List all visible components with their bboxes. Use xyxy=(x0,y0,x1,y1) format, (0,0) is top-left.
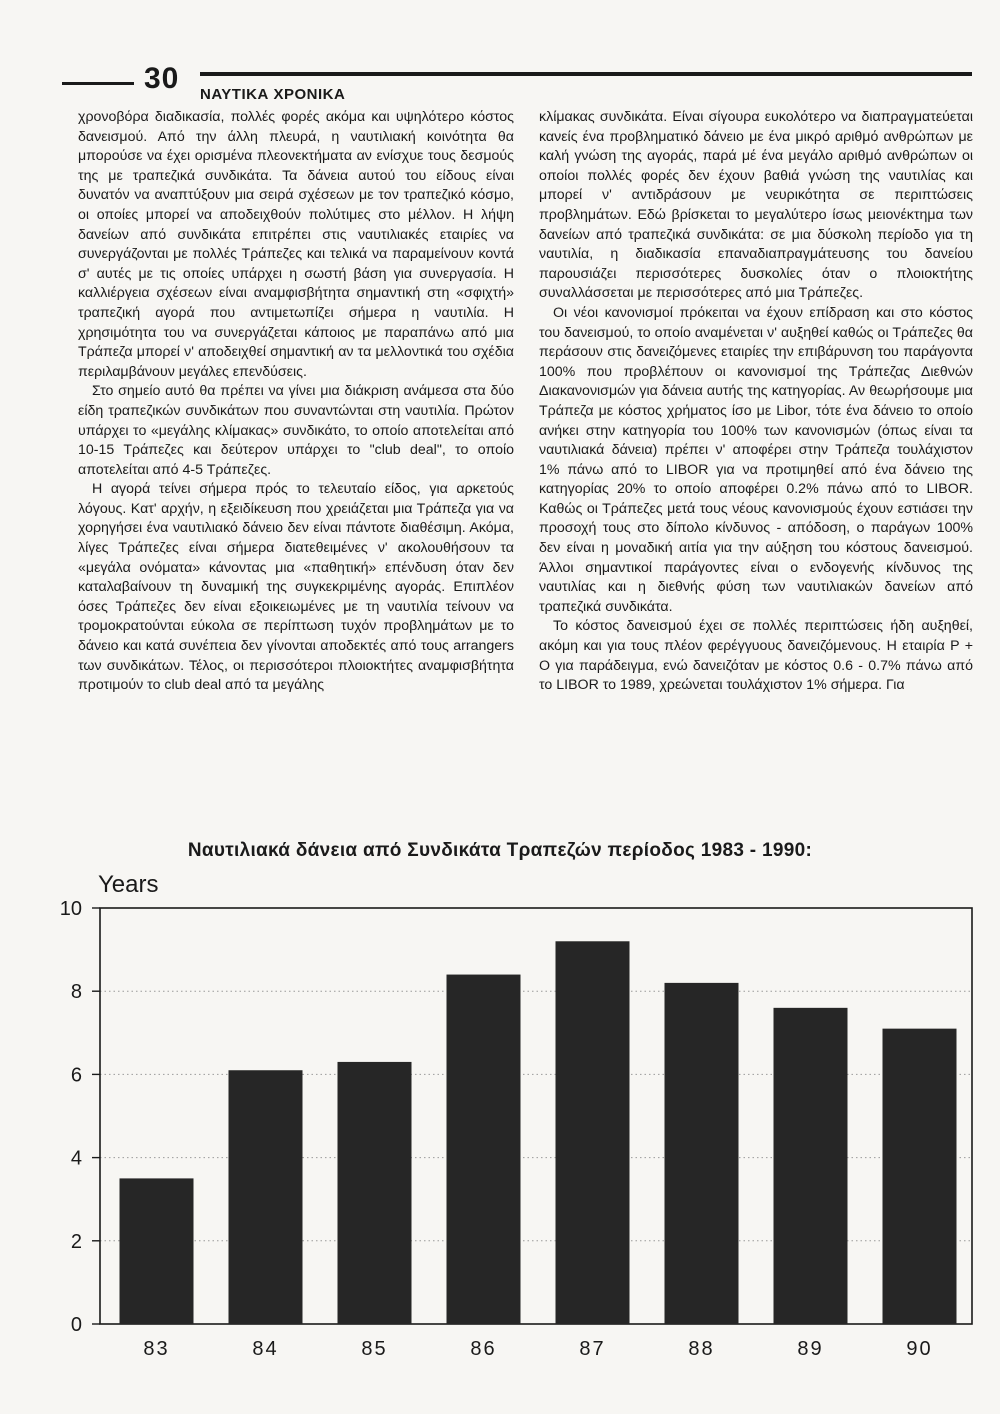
bar xyxy=(338,1062,412,1324)
x-tick-label: 83 xyxy=(143,1338,170,1360)
magazine-title: ΝΑΥΤΙΚΑ ΧΡΟΝΙΚΑ xyxy=(200,86,346,103)
chart-title: Ναυτιλιακά δάνεια από Συνδικάτα Τραπεζών περίοδος 1983 - 1990: xyxy=(187,840,813,861)
x-tick-label: 84 xyxy=(252,1338,279,1360)
bar-chart xyxy=(0,860,1000,1380)
y-tick-label: 10 xyxy=(59,898,82,920)
x-tick-label: 87 xyxy=(579,1338,606,1360)
y-axis-label: Years xyxy=(98,871,159,898)
y-tick-label: 8 xyxy=(70,981,82,1004)
paragraph: Η αγορά τείνει σήμερα πρός το τελευταίο είδος, για αρκετούς λόγους. Κατ' αρχήν, η εξειδίκευση που χρειάζεται μια Τράπεζα για να χορηγήσει ένα ναυτιλιακό δάνειο δεν είναι πάντοτε διαθέσιμη. Ακόμα, λίγες Τράπεζες είναι σήμερα διατεθειμένες ν' ακολουθήσουν τα «μεγάλα ονόματα» κάνοντας μια «παθητική» επένδυση όταν δεν καταλαβαίνουν τη δυναμική της συγκεκριμένης αγοράς. Επιπλέον όσες Τράπεζες δεν είναι εξοικειωμένες με τη ναυτιλία τείνουν να τρομοκρατούνται εύκολα σε περίπτωση τυχόν προβλημάτων με το δάνειο και κατά συνέπεια δεν γίνονται αποδεκτές από τους arrangers των συνδικάτων. Τέλος, οι περισσότεροι πλοιοκτήτες αναμφισβήτητα προτιμούν το club deal από τα μεγάλης xyxy=(78,481,514,694)
bar xyxy=(556,941,630,1324)
bar xyxy=(774,1008,848,1324)
y-tick-label: 4 xyxy=(70,1147,82,1170)
x-tick-label: 86 xyxy=(470,1338,497,1360)
header-rule-right xyxy=(200,72,972,76)
y-tick-label: 2 xyxy=(70,1230,82,1253)
paragraph: Στο σημείο αυτό θα πρέπει να γίνει μια διάκριση ανάμεσα στα δύο είδη τραπεζικών συνδικάτων που συναντώνται στη ναυτιλία. Πρώτον υπάρχει το «μεγάλης κλίμακας» συνδικάτο, το οποίο αποτελείται από 10-15 Τράπεζες και δεύτερον υπάρχει το "club deal", το οποίο αποτελείται από 4-5 Τράπεζες. xyxy=(78,383,514,478)
y-tick-label: 6 xyxy=(70,1064,82,1087)
page-number: 30 xyxy=(144,62,180,95)
y-tick-label: 0 xyxy=(70,1314,82,1336)
bar xyxy=(665,983,739,1324)
bar xyxy=(883,1029,957,1324)
x-tick-label: 90 xyxy=(906,1338,933,1360)
page-header xyxy=(62,62,972,106)
bar xyxy=(120,1178,194,1324)
bar xyxy=(229,1070,303,1324)
header-rule-left xyxy=(62,82,134,85)
paragraph: Το κόστος δανεισμού έχει σε πολλές περιπτώσεις ήδη αυξηθεί, ακόμη και για τους πλέον φερέγγυους δανειζόμενους. Η εταιρία P + O για παράδειγμα, ενώ δανειζόταν με κόστος 0.6 - 0.7% πάνω από το LIBOR το 1989, χρεώνεται τουλάχιστον 1% σήμερα. Για xyxy=(539,618,973,694)
x-tick-label: 88 xyxy=(688,1338,715,1360)
chart-svg xyxy=(0,860,1000,1380)
paragraph: χρονοβόρα διαδικασία, πολλές φορές ακόμα και υψηλότερο κόστος δανεισμού. Από την άλλη πλευρά, η ναυτιλιακή κοινότητα θα μπορούσε να έχει ορισμένα πλεονεκτήματα αν ενίσχυε τους δεσμούς της με τραπεζικά συνδικάτα. Τα δάνεια αυτού του είδους είναι δυνατόν να αναπτύξουν μια σειρά σχέσεων με τον τραπεζικό κόσμο, οι οποίες μπορεί να αποδειχθούν πολύτιμες στο μέλλον. Η λήψη δανείων από συνδικάτα επιτρέπει στις ναυτιλιακές εταιρίες να συνεργάζονται με πολλές Τράπεζες και τελικά να παραμείνουν κοντά σ' αυτές με τις οποίες υπάρχει η σωστή βάση για συνεργασία. Η καλλιέργεια σχέσεων είναι αναμφισβήτητα σημαντική στη «σφιχτή» τραπεζική αγορά που αντιμετωπίζει σήμερα η ναυτιλία. Η χρησιμότητα του να συνεργάζεται κάποιος με παραπάνω από μια Τράπεζα μπορεί ν' αποδειχθεί σημαντική αν τα μελλοντικά του σχέδια περιλαμβάνουν μεγάλες επενδύσεις. xyxy=(78,109,514,380)
x-tick-label: 89 xyxy=(797,1338,824,1360)
paragraph: κλίμακας συνδικάτα. Είναι σίγουρα ευκολότερο να διαπραγματεύεται κανείς ένα προβληματικό δάνειο με ένα μικρό αριθμό ανθρώπων με καλή γνώση της αγοράς, παρά μέ ένα μεγάλο αριθμό ανθρώπων οι οποίοι πολλές φορές δεν έχουν βαθιά γνώση της ναυτιλίας και μπορεί ν' αντιδράσουν με νευρικότητα σε περιπτώσεις προβλημάτων. Εδώ βρίσκεται το μεγαλύτερο ίσως μειονέκτημα των δανείων από τραπεζικά συνδικάτα: σε μια δύσκολη περίοδο για τη ναυτιλία, η διαδικασία επαναδιαπραγμάτευσης του δανείου παρουσιάζει περισσότερες δυσκολίες όταν ο πλοιοκτήτης συναλλάσσεται με περισσότερες από μια Τράπεζες. xyxy=(539,109,973,302)
right-column xyxy=(539,108,973,696)
left-column xyxy=(78,108,514,696)
paragraph: Οι νέοι κανονισμοί πρόκειται να έχουν επίδραση και στο κόστος του δανεισμού, το οποίο αναμένεται ν' αυξηθεί καθώς οι Τράπεζες θα περάσουν στις δανειζόμενες εταιρίες την επιβάρυνση του παράγοντα 100% που προβλέπουν οι κανονισμοί της Τράπεζας Διεθνών Διακανονισμών για δάνεια αυτής της κατηγορίας. Αν θεωρήσουμε μια Τράπεζα με κόστος χρήματος ίσο με Libor, τότε ένα δάνειο το οποίο ανήκει στην κατηγορία του 100% των κανονισμών (όπως είναι τα ναυτιλιακά δάνεια) πρέπει ν' αποφέρει στην Τράπεζα τουλάχιστον 1% πάνω από το LIBOR για να προτιμηθεί από ένα δάνειο της κατηγορίας 20% το οποίο αποφέρει 0.2% πάνω από το LIBOR. Καθώς οι Τράπεζες μετά τους νέους κανονισμούς έχουν εστιάσει την προσοχή τους στο δίπολο κίνδυνος - απόδοση, ο παράγων 100% δεν είναι η μοναδική αιτία για την αύξηση του κόστους δανεισμού. Άλλοι σημαντικοί παράγοντες είναι ο ενδογενής κίνδυνος της ναυτιλίας και η διεθνής φύση των ναυτιλιακών δανείων από τραπεζικά συνδικάτα. xyxy=(539,304,973,615)
bar xyxy=(447,975,521,1324)
x-tick-label: 85 xyxy=(361,1338,388,1360)
